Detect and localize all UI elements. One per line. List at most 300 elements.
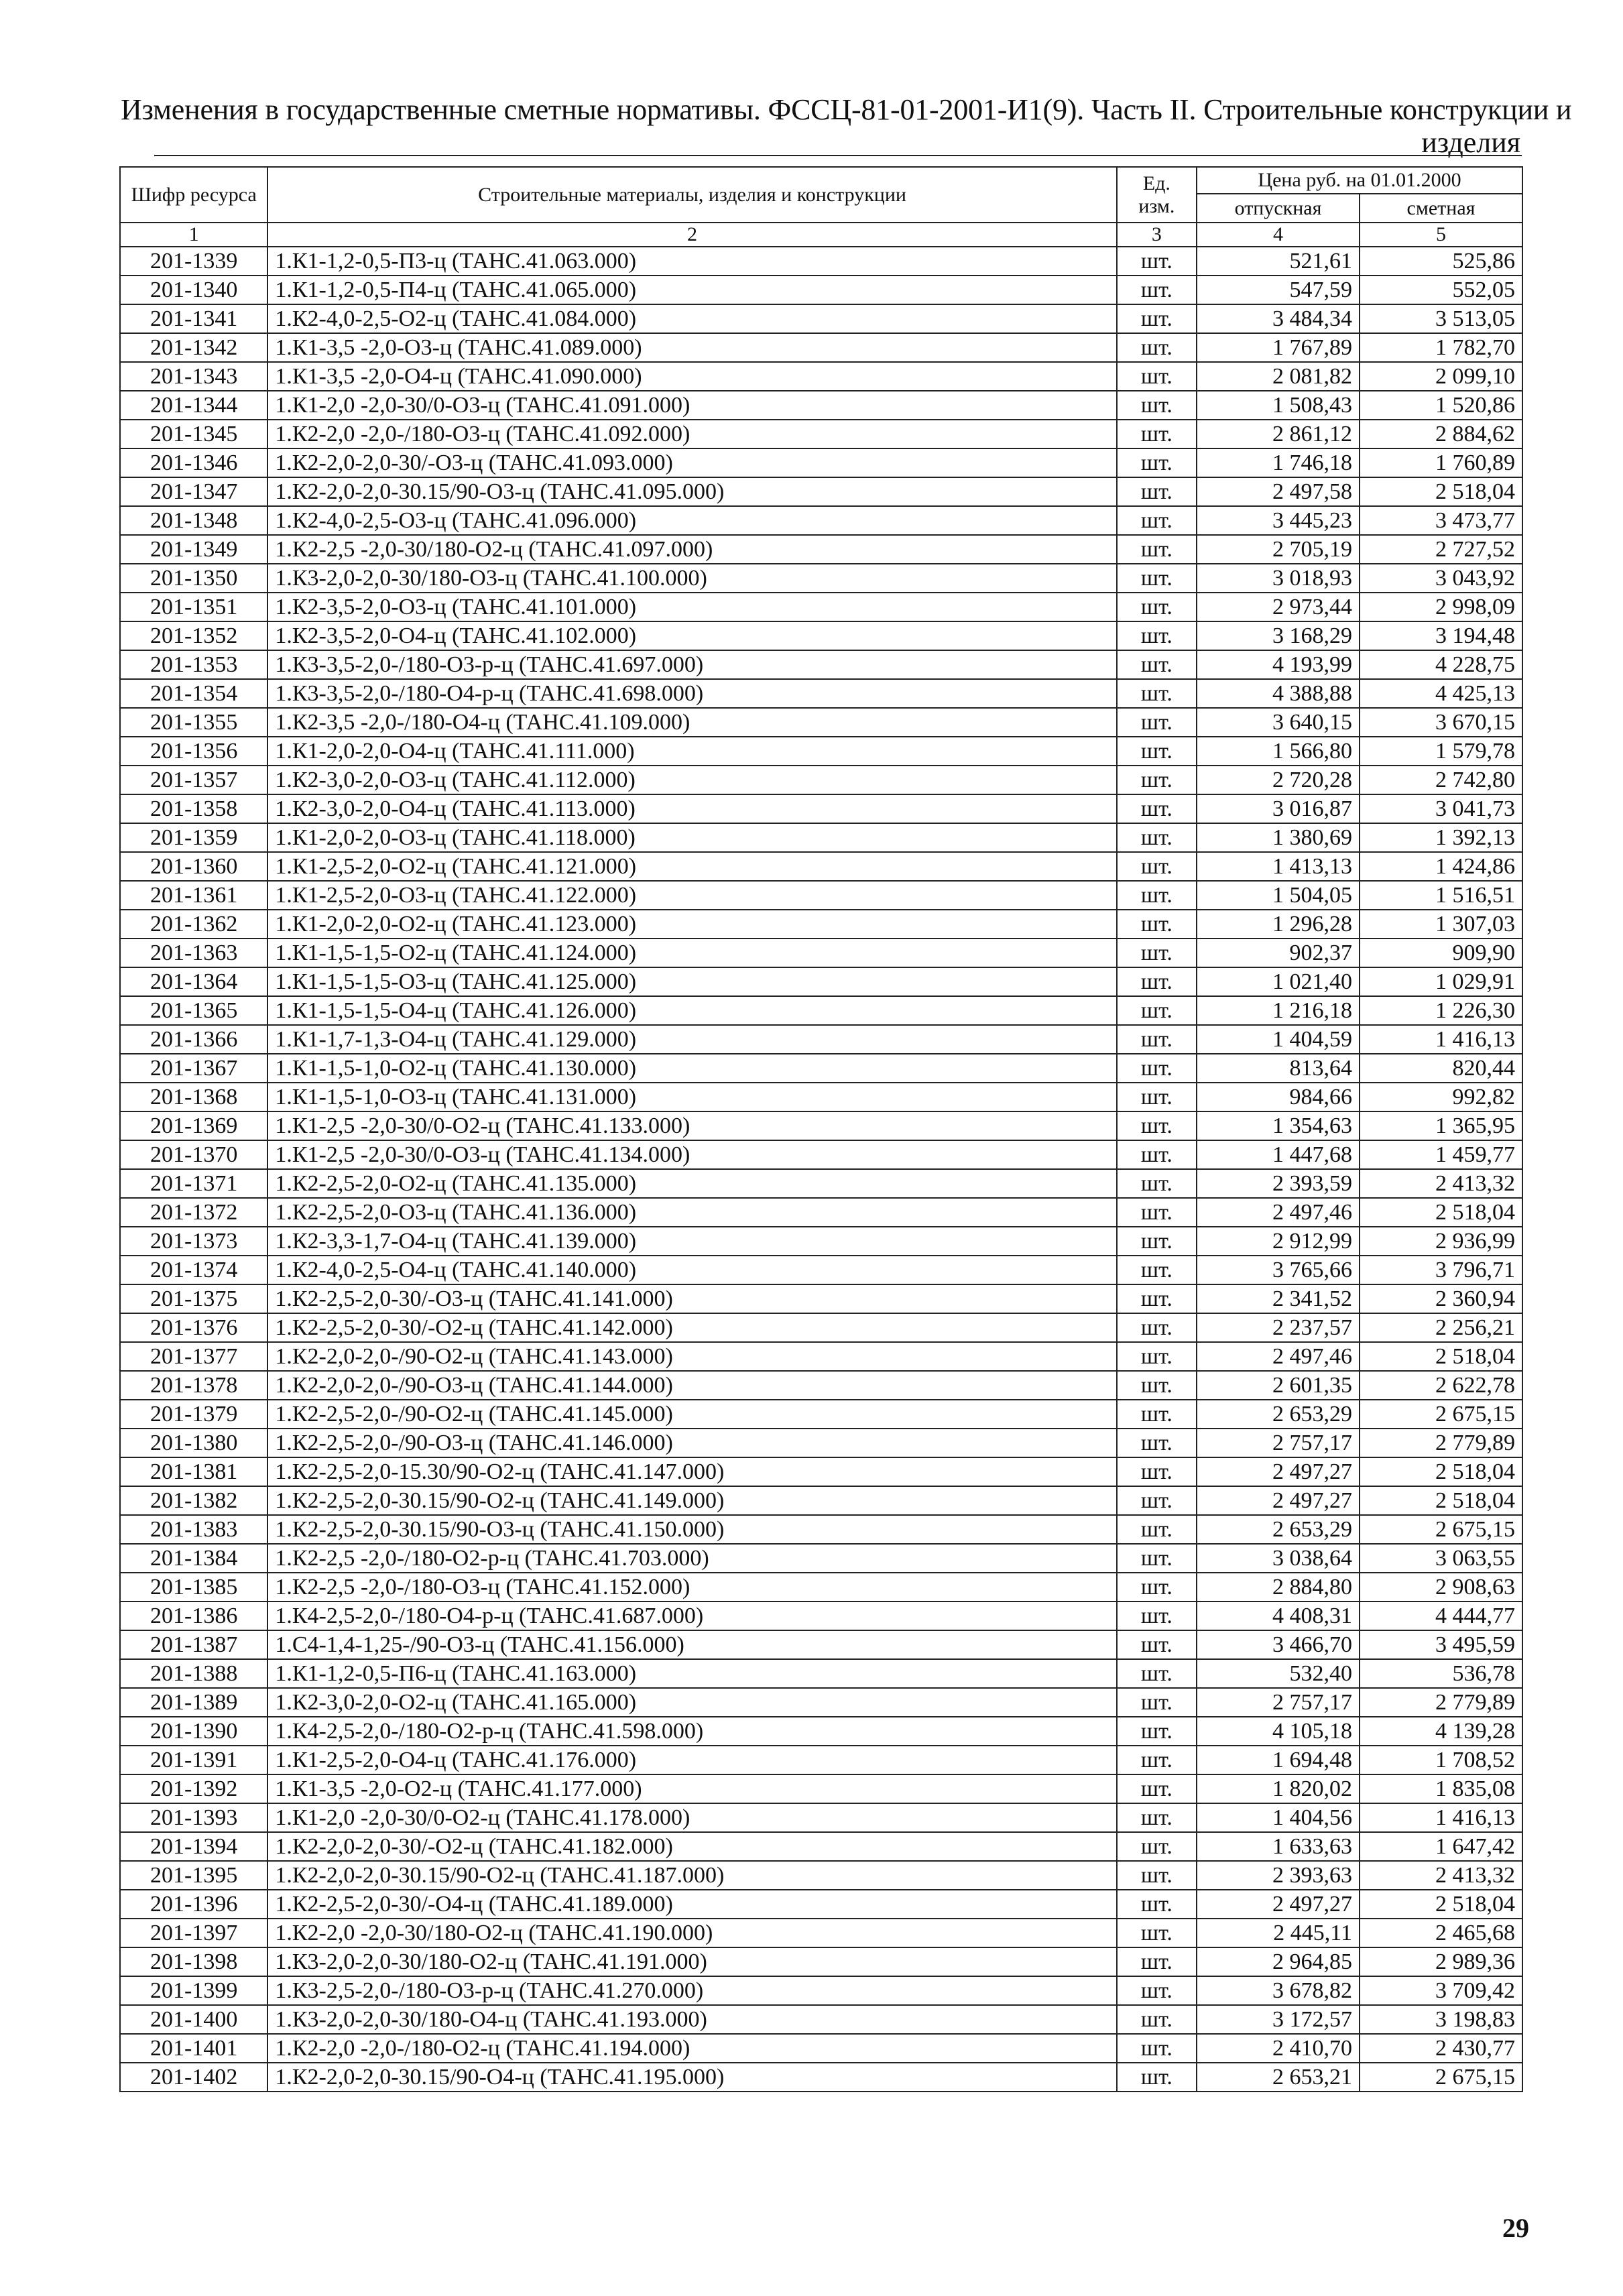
release-price: 2 341,52 [1197, 1284, 1360, 1313]
table-row [120, 910, 1522, 939]
release-price: 813,64 [1197, 1054, 1360, 1083]
resource-code: 201-1367 [120, 1054, 267, 1083]
release-price: 3 765,66 [1197, 1256, 1360, 1284]
table-row [120, 1140, 1522, 1169]
unit-cell: шт. [1117, 1832, 1197, 1861]
estimate-price: 909,90 [1360, 939, 1522, 967]
unit-cell: шт. [1117, 1083, 1197, 1111]
release-price: 2 705,19 [1197, 535, 1360, 564]
unit-cell: шт. [1117, 1313, 1197, 1342]
resource-code: 201-1369 [120, 1111, 267, 1140]
material-name: 1.К2-4,0-2,5-О4-ц (ТАНС.41.140.000) [267, 1256, 1116, 1284]
table-row [120, 737, 1522, 766]
estimate-price: 2 518,04 [1360, 1198, 1522, 1227]
resource-code: 201-1384 [120, 1544, 267, 1573]
unit-cell: шт. [1117, 852, 1197, 881]
material-name: 1.К2-2,0-2,0-30/-О3-ц (ТАНС.41.093.000) [267, 448, 1116, 477]
material-name: 1.К1-2,0 -2,0-30/0-О3-ц (ТАНС.41.091.000) [267, 391, 1116, 420]
table-row [120, 1688, 1522, 1717]
material-name: 1.К2-4,0-2,5-О2-ц (ТАНС.41.084.000) [267, 304, 1116, 333]
estimate-price: 1 424,86 [1360, 852, 1522, 881]
resource-code: 201-1396 [120, 1890, 267, 1919]
header-divider [154, 155, 1522, 156]
table-row [120, 650, 1522, 679]
release-price: 2 653,29 [1197, 1515, 1360, 1544]
estimate-price: 4 228,75 [1360, 650, 1522, 679]
estimate-price: 3 513,05 [1360, 304, 1522, 333]
material-name: 1.К2-2,5-2,0-30/-О4-ц (ТАНС.41.189.000) [267, 1890, 1116, 1919]
estimate-price: 2 256,21 [1360, 1313, 1522, 1342]
material-name: 1.К2-3,0-2,0-О2-ц (ТАНС.41.165.000) [267, 1688, 1116, 1717]
release-price: 3 484,34 [1197, 304, 1360, 333]
price-table-header [120, 167, 1522, 247]
estimate-price: 820,44 [1360, 1054, 1522, 1083]
resource-code: 201-1366 [120, 1025, 267, 1054]
material-name: 1.К2-2,5 -2,0-/180-О2-р-ц (ТАНС.41.703.000) [267, 1544, 1116, 1573]
material-name: 1.К1-1,5-1,5-О2-ц (ТАНС.41.124.000) [267, 939, 1116, 967]
resource-code: 201-1372 [120, 1198, 267, 1227]
release-price: 2 497,27 [1197, 1457, 1360, 1486]
resource-code: 201-1339 [120, 247, 267, 276]
estimate-price: 1 392,13 [1360, 823, 1522, 852]
estimate-price: 1 520,86 [1360, 391, 1522, 420]
table-row [120, 708, 1522, 737]
resource-code: 201-1395 [120, 1861, 267, 1890]
release-price: 1 633,63 [1197, 1832, 1360, 1861]
unit-cell: шт. [1117, 1342, 1197, 1371]
estimate-price: 1 416,13 [1360, 1025, 1522, 1054]
resource-code: 201-1345 [120, 420, 267, 448]
resource-code: 201-1379 [120, 1400, 267, 1429]
material-name: 1.К1-1,5-1,0-О3-ц (ТАНС.41.131.000) [267, 1083, 1116, 1111]
estimate-price: 2 099,10 [1360, 362, 1522, 391]
resource-code: 201-1357 [120, 766, 267, 794]
estimate-price: 3 473,77 [1360, 506, 1522, 535]
page-header [121, 93, 1572, 159]
material-name: 1.К2-2,5-2,0-15.30/90-О2-ц (ТАНС.41.147.000) [267, 1457, 1116, 1486]
resource-code: 201-1353 [120, 650, 267, 679]
resource-code: 201-1398 [120, 1947, 267, 1976]
release-price: 2 912,99 [1197, 1227, 1360, 1256]
estimate-price: 1 579,78 [1360, 737, 1522, 766]
estimate-price: 4 444,77 [1360, 1602, 1522, 1630]
release-price: 2 081,82 [1197, 362, 1360, 391]
column-number: 4 [1197, 223, 1360, 247]
material-name: 1.К1-2,5-2,0-О2-ц (ТАНС.41.121.000) [267, 852, 1116, 881]
material-name: 1.К2-3,3-1,7-О4-ц (ТАНС.41.139.000) [267, 1227, 1116, 1256]
release-price: 902,37 [1197, 939, 1360, 967]
estimate-price: 3 194,48 [1360, 621, 1522, 650]
resource-code: 201-1363 [120, 939, 267, 967]
unit-cell: шт. [1117, 1054, 1197, 1083]
unit-cell: шт. [1117, 1659, 1197, 1688]
material-name: 1.К1-1,5-1,0-О2-ц (ТАНС.41.130.000) [267, 1054, 1116, 1083]
release-price: 2 757,17 [1197, 1429, 1360, 1457]
material-name: 1.К2-2,0 -2,0-/180-О2-ц (ТАНС.41.194.000) [267, 2034, 1116, 2063]
column-number: 2 [267, 223, 1116, 247]
unit-cell: шт. [1117, 391, 1197, 420]
unit-cell: шт. [1117, 1573, 1197, 1602]
unit-cell: шт. [1117, 593, 1197, 621]
estimate-price: 2 675,15 [1360, 2063, 1522, 2092]
unit-cell: шт. [1117, 1803, 1197, 1832]
resource-code: 201-1385 [120, 1573, 267, 1602]
estimate-price: 3 709,42 [1360, 1976, 1522, 2005]
unit-cell: шт. [1117, 276, 1197, 304]
table-row [120, 1976, 1522, 2005]
resource-code: 201-1389 [120, 1688, 267, 1717]
unit-cell: шт. [1117, 996, 1197, 1025]
release-price: 2 720,28 [1197, 766, 1360, 794]
unit-cell: шт. [1117, 1256, 1197, 1284]
material-name: 1.К1-2,0-2,0-О2-ц (ТАНС.41.123.000) [267, 910, 1116, 939]
table-row [120, 1544, 1522, 1573]
resource-code: 201-1349 [120, 535, 267, 564]
resource-code: 201-1387 [120, 1630, 267, 1659]
document-title-continued: изделия [1421, 126, 1520, 159]
estimate-price: 4 139,28 [1360, 1717, 1522, 1746]
table-row [120, 1169, 1522, 1198]
material-name: 1.К2-2,5-2,0-30.15/90-О2-ц (ТАНС.41.149.000) [267, 1486, 1116, 1515]
estimate-price: 1 708,52 [1360, 1746, 1522, 1774]
material-name: 1.К1-2,0-2,0-О3-ц (ТАНС.41.118.000) [267, 823, 1116, 852]
release-price: 1 767,89 [1197, 333, 1360, 362]
resource-code: 201-1362 [120, 910, 267, 939]
material-name: 1.К2-4,0-2,5-О3-ц (ТАНС.41.096.000) [267, 506, 1116, 535]
table-row [120, 477, 1522, 506]
release-price: 4 193,99 [1197, 650, 1360, 679]
estimate-price: 2 936,99 [1360, 1227, 1522, 1256]
table-row [120, 1515, 1522, 1544]
resource-code: 201-1381 [120, 1457, 267, 1486]
material-name: 1.К1-2,5-2,0-О3-ц (ТАНС.41.122.000) [267, 881, 1116, 910]
release-price: 4 408,31 [1197, 1602, 1360, 1630]
table-row [120, 448, 1522, 477]
unit-cell: шт. [1117, 621, 1197, 650]
unit-cell: шт. [1117, 737, 1197, 766]
release-price: 4 105,18 [1197, 1717, 1360, 1746]
material-name: 1.К2-2,0 -2,0-/180-О3-ц (ТАНС.41.092.000) [267, 420, 1116, 448]
unit-cell: шт. [1117, 766, 1197, 794]
table-row [120, 1746, 1522, 1774]
resource-code: 201-1344 [120, 391, 267, 420]
release-price: 3 640,15 [1197, 708, 1360, 737]
estimate-price: 1 459,77 [1360, 1140, 1522, 1169]
resource-code: 201-1343 [120, 362, 267, 391]
material-name: 1.К2-2,0-2,0-30/-О2-ц (ТАНС.41.182.000) [267, 1832, 1116, 1861]
estimate-price: 536,78 [1360, 1659, 1522, 1688]
column-header-code: Шифр ресурса [120, 167, 267, 223]
unit-cell: шт. [1117, 1111, 1197, 1140]
release-price: 1 404,59 [1197, 1025, 1360, 1054]
release-price: 2 884,80 [1197, 1573, 1360, 1602]
resource-code: 201-1397 [120, 1919, 267, 1947]
material-name: 1.К1-3,5 -2,0-О2-ц (ТАНС.41.177.000) [267, 1774, 1116, 1803]
page-number: 29 [1502, 2213, 1529, 2243]
material-name: 1.К2-2,5-2,0-30/-О3-ц (ТАНС.41.141.000) [267, 1284, 1116, 1313]
table-row [120, 939, 1522, 967]
resource-code: 201-1355 [120, 708, 267, 737]
release-price: 984,66 [1197, 1083, 1360, 1111]
release-price: 1 216,18 [1197, 996, 1360, 1025]
unit-cell: шт. [1117, 506, 1197, 535]
estimate-price: 2 465,68 [1360, 1919, 1522, 1947]
unit-cell: шт. [1117, 420, 1197, 448]
table-row [120, 1630, 1522, 1659]
resource-code: 201-1361 [120, 881, 267, 910]
resource-code: 201-1346 [120, 448, 267, 477]
release-price: 1 508,43 [1197, 391, 1360, 420]
table-row [120, 881, 1522, 910]
unit-cell: шт. [1117, 1919, 1197, 1947]
material-name: 1.К1-2,5 -2,0-30/0-О2-ц (ТАНС.41.133.000) [267, 1111, 1116, 1140]
unit-cell: шт. [1117, 1400, 1197, 1429]
material-name: 1.К1-3,5 -2,0-О4-ц (ТАНС.41.090.000) [267, 362, 1116, 391]
estimate-price: 2 884,62 [1360, 420, 1522, 448]
release-price: 3 172,57 [1197, 2005, 1360, 2034]
column-number: 3 [1117, 223, 1197, 247]
resource-code: 201-1392 [120, 1774, 267, 1803]
material-name: 1.К1-2,0 -2,0-30/0-О2-ц (ТАНС.41.178.000) [267, 1803, 1116, 1832]
table-row [120, 1861, 1522, 1890]
material-name: 1.К1-1,2-0,5-П3-ц (ТАНС.41.063.000) [267, 247, 1116, 276]
estimate-price: 3 198,83 [1360, 2005, 1522, 2034]
release-price: 1 820,02 [1197, 1774, 1360, 1803]
table-row [120, 1832, 1522, 1861]
estimate-price: 2 518,04 [1360, 1486, 1522, 1515]
unit-cell: шт. [1117, 564, 1197, 593]
material-name: 1.К2-2,0-2,0-30.15/90-О2-ц (ТАНС.41.187.000) [267, 1861, 1116, 1890]
resource-code: 201-1375 [120, 1284, 267, 1313]
estimate-price: 552,05 [1360, 276, 1522, 304]
material-name: 1.К2-3,5-2,0-О3-ц (ТАНС.41.101.000) [267, 593, 1116, 621]
resource-code: 201-1352 [120, 621, 267, 650]
unit-cell: шт. [1117, 1169, 1197, 1198]
estimate-price: 2 518,04 [1360, 1342, 1522, 1371]
material-name: 1.К1-2,0-2,0-О4-ц (ТАНС.41.111.000) [267, 737, 1116, 766]
estimate-price: 3 495,59 [1360, 1630, 1522, 1659]
unit-cell: шт. [1117, 1198, 1197, 1227]
table-row [120, 1400, 1522, 1429]
resource-code: 201-1340 [120, 276, 267, 304]
resource-code: 201-1388 [120, 1659, 267, 1688]
material-name: 1.К4-2,5-2,0-/180-О4-р-ц (ТАНС.41.687.000) [267, 1602, 1116, 1630]
table-row [120, 535, 1522, 564]
unit-cell: шт. [1117, 2063, 1197, 2092]
table-row [120, 794, 1522, 823]
unit-cell: шт. [1117, 1602, 1197, 1630]
material-name: 1.К3-2,0-2,0-30/180-О4-ц (ТАНС.41.193.000) [267, 2005, 1116, 2034]
unit-cell: шт. [1117, 1630, 1197, 1659]
resource-code: 201-1360 [120, 852, 267, 881]
column-header-unit: Ед. изм. [1117, 167, 1197, 223]
table-row [120, 276, 1522, 304]
material-name: 1.К3-2,0-2,0-30/180-О3-ц (ТАНС.41.100.000) [267, 564, 1116, 593]
resource-code: 201-1390 [120, 1717, 267, 1746]
release-price: 2 601,35 [1197, 1371, 1360, 1400]
unit-cell: шт. [1117, 823, 1197, 852]
resource-code: 201-1368 [120, 1083, 267, 1111]
release-price: 2 497,58 [1197, 477, 1360, 506]
release-price: 1 021,40 [1197, 967, 1360, 996]
material-name: 1.К3-3,5-2,0-/180-О4-р-ц (ТАНС.41.698.000) [267, 679, 1116, 708]
unit-cell: шт. [1117, 304, 1197, 333]
resource-code: 201-1399 [120, 1976, 267, 2005]
resource-code: 201-1383 [120, 1515, 267, 1544]
unit-cell: шт. [1117, 708, 1197, 737]
release-price: 2 964,85 [1197, 1947, 1360, 1976]
resource-code: 201-1348 [120, 506, 267, 535]
resource-code: 201-1373 [120, 1227, 267, 1256]
unit-cell: шт. [1117, 967, 1197, 996]
material-name: 1.К2-2,5-2,0-О3-ц (ТАНС.41.136.000) [267, 1198, 1116, 1227]
column-header-estimate-price: сметная [1360, 194, 1522, 223]
table-row [120, 1256, 1522, 1284]
estimate-price: 3 063,55 [1360, 1544, 1522, 1573]
resource-code: 201-1351 [120, 593, 267, 621]
release-price: 521,61 [1197, 247, 1360, 276]
table-row [120, 1659, 1522, 1688]
material-name: 1.К2-2,5 -2,0-/180-О3-ц (ТАНС.41.152.000) [267, 1573, 1116, 1602]
material-name: 1.К1-1,2-0,5-П4-ц (ТАНС.41.065.000) [267, 276, 1116, 304]
table-row [120, 1111, 1522, 1140]
column-header-name: Строительные материалы, изделия и конструкции [267, 167, 1116, 223]
release-price: 2 410,70 [1197, 2034, 1360, 2063]
release-price: 3 168,29 [1197, 621, 1360, 650]
unit-cell: шт. [1117, 1861, 1197, 1890]
table-row [120, 679, 1522, 708]
release-price: 1 504,05 [1197, 881, 1360, 910]
release-price: 1 447,68 [1197, 1140, 1360, 1169]
release-price: 2 757,17 [1197, 1688, 1360, 1717]
table-row [120, 420, 1522, 448]
material-name: 1.К1-1,2-0,5-П6-ц (ТАНС.41.163.000) [267, 1659, 1116, 1688]
unit-cell: шт. [1117, 1976, 1197, 2005]
estimate-price: 1 416,13 [1360, 1803, 1522, 1832]
release-price: 2 973,44 [1197, 593, 1360, 621]
document-title: Изменения в государственные сметные нормативы. ФССЦ-81-01-2001-И1(9). Часть II. Строительные конструкции и [121, 93, 1572, 126]
unit-cell: шт. [1117, 1947, 1197, 1976]
estimate-price: 2 413,32 [1360, 1169, 1522, 1198]
material-name: 1.К2-2,0-2,0-30.15/90-О3-ц (ТАНС.41.095.000) [267, 477, 1116, 506]
material-name: 1.С4-1,4-1,25-/90-О3-ц (ТАНС.41.156.000) [267, 1630, 1116, 1659]
unit-cell: шт. [1117, 794, 1197, 823]
resource-code: 201-1365 [120, 996, 267, 1025]
resource-code: 201-1356 [120, 737, 267, 766]
table-row [120, 1803, 1522, 1832]
estimate-price: 2 989,36 [1360, 1947, 1522, 1976]
release-price: 3 018,93 [1197, 564, 1360, 593]
release-price: 3 038,64 [1197, 1544, 1360, 1573]
table-row [120, 1947, 1522, 1976]
estimate-price: 3 796,71 [1360, 1256, 1522, 1284]
table-row [120, 362, 1522, 391]
resource-code: 201-1391 [120, 1746, 267, 1774]
table-row [120, 1025, 1522, 1054]
estimate-price: 1 365,95 [1360, 1111, 1522, 1140]
material-name: 1.К2-2,0 -2,0-30/180-О2-ц (ТАНС.41.190.000) [267, 1919, 1116, 1947]
material-name: 1.К3-3,5-2,0-/180-О3-р-ц (ТАНС.41.697.000) [267, 650, 1116, 679]
table-row [120, 247, 1522, 276]
estimate-price: 4 425,13 [1360, 679, 1522, 708]
estimate-price: 2 675,15 [1360, 1400, 1522, 1429]
unit-cell: шт. [1117, 1429, 1197, 1457]
resource-code: 201-1400 [120, 2005, 267, 2034]
material-name: 1.К2-2,5 -2,0-30/180-О2-ц (ТАНС.41.097.000) [267, 535, 1116, 564]
price-table [119, 166, 1523, 2092]
material-name: 1.К1-2,5 -2,0-30/0-О3-ц (ТАНС.41.134.000) [267, 1140, 1116, 1169]
estimate-price: 2 360,94 [1360, 1284, 1522, 1313]
release-price: 1 354,63 [1197, 1111, 1360, 1140]
table-row [120, 1919, 1522, 1947]
table-row [120, 996, 1522, 1025]
table-row [120, 621, 1522, 650]
resource-code: 201-1380 [120, 1429, 267, 1457]
table-row [120, 391, 1522, 420]
unit-cell: шт. [1117, 1140, 1197, 1169]
resource-code: 201-1386 [120, 1602, 267, 1630]
table-row [120, 1457, 1522, 1486]
resource-code: 201-1358 [120, 794, 267, 823]
unit-cell: шт. [1117, 1284, 1197, 1313]
unit-cell: шт. [1117, 910, 1197, 939]
material-name: 1.К2-3,0-2,0-О3-ц (ТАНС.41.112.000) [267, 766, 1116, 794]
release-price: 2 497,27 [1197, 1486, 1360, 1515]
column-header-price: Цена руб. на 01.01.2000 [1197, 167, 1522, 194]
release-price: 2 653,21 [1197, 2063, 1360, 2092]
material-name: 1.К2-2,5-2,0-30/-О2-ц (ТАНС.41.142.000) [267, 1313, 1116, 1342]
resource-code: 201-1378 [120, 1371, 267, 1400]
release-price: 547,59 [1197, 276, 1360, 304]
release-price: 3 016,87 [1197, 794, 1360, 823]
unit-cell: шт. [1117, 535, 1197, 564]
column-number: 1 [120, 223, 267, 247]
unit-cell: шт. [1117, 1371, 1197, 1400]
resource-code: 201-1359 [120, 823, 267, 852]
resource-code: 201-1374 [120, 1256, 267, 1284]
resource-code: 201-1376 [120, 1313, 267, 1342]
release-price: 1 404,56 [1197, 1803, 1360, 1832]
material-name: 1.К2-3,5-2,0-О4-ц (ТАНС.41.102.000) [267, 621, 1116, 650]
material-name: 1.К1-2,5-2,0-О4-ц (ТАНС.41.176.000) [267, 1746, 1116, 1774]
material-name: 1.К1-1,5-1,5-О4-ц (ТАНС.41.126.000) [267, 996, 1116, 1025]
estimate-price: 2 742,80 [1360, 766, 1522, 794]
release-price: 2 497,46 [1197, 1198, 1360, 1227]
material-name: 1.К2-2,5-2,0-/90-О3-ц (ТАНС.41.146.000) [267, 1429, 1116, 1457]
table-row [120, 1198, 1522, 1227]
resource-code: 201-1394 [120, 1832, 267, 1861]
estimate-price: 1 760,89 [1360, 448, 1522, 477]
estimate-price: 2 518,04 [1360, 477, 1522, 506]
estimate-price: 1 782,70 [1360, 333, 1522, 362]
resource-code: 201-1393 [120, 1803, 267, 1832]
estimate-price: 2 779,89 [1360, 1429, 1522, 1457]
table-row [120, 304, 1522, 333]
release-price: 532,40 [1197, 1659, 1360, 1688]
unit-cell: шт. [1117, 448, 1197, 477]
estimate-price: 1 647,42 [1360, 1832, 1522, 1861]
column-number: 5 [1360, 223, 1522, 247]
material-name: 1.К2-2,0-2,0-/90-О3-ц (ТАНС.41.144.000) [267, 1371, 1116, 1400]
table-row [120, 1284, 1522, 1313]
table-row [120, 593, 1522, 621]
release-price: 2 237,57 [1197, 1313, 1360, 1342]
column-header-release-price: отпускная [1197, 194, 1360, 223]
price-table-body [120, 247, 1522, 2092]
table-row [120, 1371, 1522, 1400]
estimate-price: 3 043,92 [1360, 564, 1522, 593]
release-price: 1 746,18 [1197, 448, 1360, 477]
